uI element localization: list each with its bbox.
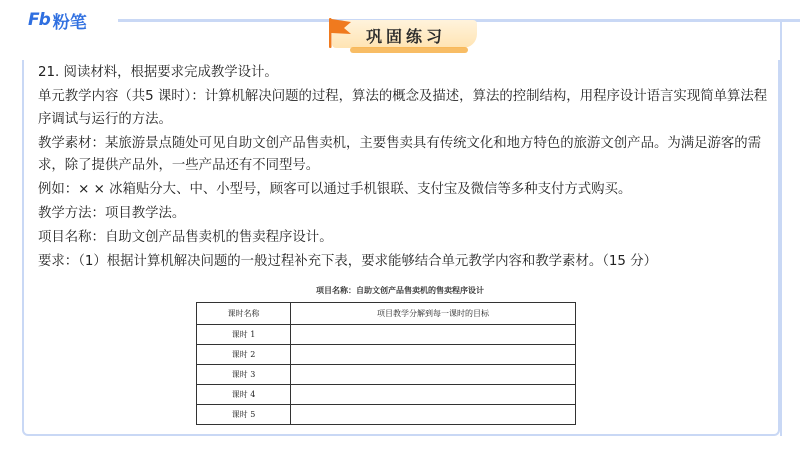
example-text: 例如：× × 冰箱贴分大、中、小型号，顾客可以通过手机银联、支付宝及微信等多种支付方式购买。 xyxy=(38,182,632,197)
table-row xyxy=(197,345,576,365)
project-name: 项目名称：自助文创产品售卖机的售卖程序设计。 xyxy=(38,230,333,245)
table-row xyxy=(197,405,576,425)
lesson-name-cell: 课时 2 xyxy=(197,345,291,365)
lesson-name-cell: 课时 5 xyxy=(197,405,291,425)
lesson-goal-cell[interactable] xyxy=(291,345,576,365)
teaching-material: 教学素材：某旅游景点随处可见自助文创产品售卖机，主要售卖具有传统文化和地方特色的旅游文创产品。为满足游客的需求，除了提供产品外，一些产品还有不同型号。 xyxy=(38,135,762,173)
frame-right-rule xyxy=(780,22,782,436)
requirement-text: 要求：（1）根据计算机解决问题的一般过程补充下表，要求能够结合单元教学内容和教学素材。（15 分） xyxy=(38,254,657,269)
lesson-goal-cell[interactable] xyxy=(291,405,576,425)
question-body xyxy=(38,62,778,275)
lesson-name-cell: 课时 3 xyxy=(197,365,291,385)
teaching-method: 教学方法：项目教学法。 xyxy=(38,206,186,221)
page-title: 巩固练习 xyxy=(366,27,447,46)
column-header-goal: 项目教学分解到每一课时的目标 xyxy=(291,303,576,325)
lesson-goal-cell[interactable] xyxy=(291,365,576,385)
brand-logo xyxy=(28,9,87,31)
table-row xyxy=(197,365,576,385)
table-row xyxy=(197,385,576,405)
lesson-name-cell: 课时 1 xyxy=(197,325,291,345)
table-caption: 项目名称：自助文创产品售卖机的售卖程序设计 xyxy=(316,286,484,295)
logo-mark: Fb xyxy=(28,10,50,30)
lesson-goal-cell[interactable] xyxy=(291,325,576,345)
unit-content: 单元教学内容（共5 课时）：计算机解决问题的过程，算法的概念及描述，算法的控制结构，用程序设计语言实现简单算法程序调试与运行的方法。 xyxy=(38,89,768,127)
table-header-row xyxy=(197,303,576,325)
lesson-goal-cell[interactable] xyxy=(291,385,576,405)
ribbon-underline xyxy=(350,47,468,53)
lesson-goals-table xyxy=(196,302,576,425)
title-ribbon xyxy=(322,14,482,56)
lesson-name-cell: 课时 4 xyxy=(197,385,291,405)
column-header-lesson: 课时名称 xyxy=(197,303,291,325)
flag-icon xyxy=(326,16,354,50)
logo-text: 粉笔 xyxy=(52,12,87,33)
table-row xyxy=(197,325,576,345)
question-stem: 21. 阅读材料，根据要求完成教学设计。 xyxy=(38,65,278,80)
